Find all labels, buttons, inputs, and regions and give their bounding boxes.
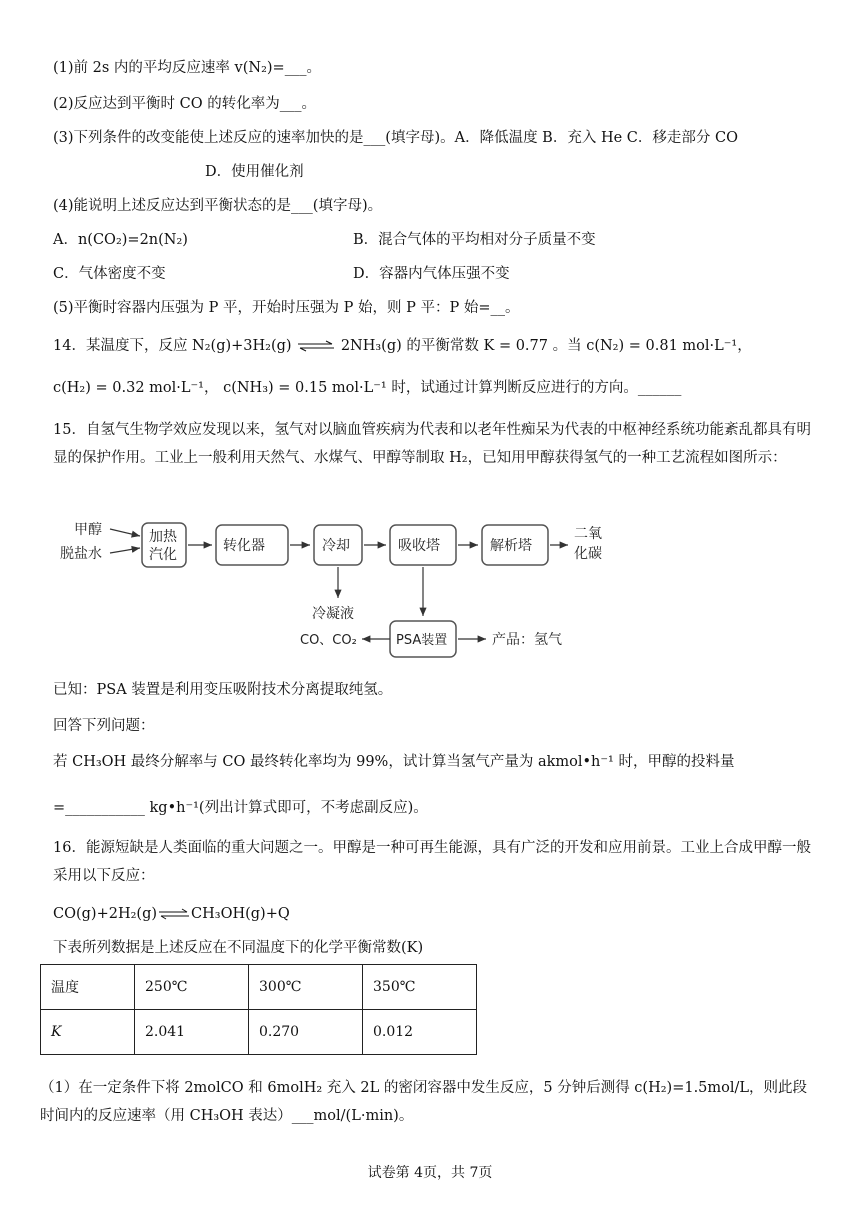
q16-intro: 16．能源短缺是人类面临的重大问题之一。甲醇是一种可再生能源，具有广泛的开发和应用前景。工业上合成甲醇一般采用以下反应： [53,840,811,884]
flow-product-hydrogen: 产品：氢气 [492,632,562,648]
q15-question: 若 CH₃OH 最终分解率与 CO 最终转化率均为 99%，试计算当氢气产量为 akmol•h⁻¹ 时，甲醇的投料量 [53,754,735,770]
q14-reaction-right: 2NH₃(g) 的平衡常数 K = 0.77 。当 c(N₂) = 0.81 mol·L⁻¹， [340,338,752,354]
q13-option-a: A．n(CO₂)=2n(N₂) [53,232,188,248]
table-cell: 250℃ [135,965,249,1010]
q16-reaction-left: CO(g)+2H₂(g) [53,906,158,922]
flow-output-co2: 二氧 [574,526,602,542]
table-cell: 0.270 [249,1010,363,1055]
equilibrium-arrow-icon [296,340,336,352]
svg-text:汽化: 汽化 [149,547,177,563]
process-flow-diagram [60,518,620,668]
svg-text:加热: 加热 [149,529,177,545]
q15-intro: 15．自氢气生物学效应发现以来，氢气对以脑血管疾病为代表和以老年性痴呆为代表的中枢神经系统功能紊乱都具有明显的保护作用。工业上一般利用天然气、水煤气、甲醇等制取 H₂，已知用甲醇获得氢气的一种工艺流程如图所示： [53,422,811,466]
q16-reaction [53,904,290,924]
svg-text:解析塔: 解析塔 [490,538,532,554]
table-cell: 0.012 [363,1010,477,1055]
flow-co-output: CO、CO₂ [300,633,357,648]
q14-reaction-left: 14．某温度下，反应 N₂(g)+3H₂(g) [53,338,292,354]
q13-part4: (4)能说明上述反应达到平衡状态的是___(填字母)。 [53,198,383,214]
q13-option-b: B．混合气体的平均相对分子质量不变 [353,232,596,248]
q13-part3: (3)下列条件的改变能使上述反应的速率加快的是___(填字母)。A．降低温度 B．充入 He C．移走部分 CO [53,130,738,146]
q15-question-cont: =___________ kg•h⁻¹(列出计算式即可，不考虑副反应)。 [53,800,428,816]
table-row [41,965,477,1010]
flow-input-methanol: 甲醇 [74,522,102,538]
q13-part2: (2)反应达到平衡时 CO 的转化率为___。 [53,96,316,112]
table-cell: 350℃ [363,965,477,1010]
q16-table-caption: 下表所列数据是上述反应在不同温度下的化学平衡常数(K) [53,940,424,956]
flow-input-water: 脱盐水 [60,546,102,562]
table-cell: 2.041 [135,1010,249,1055]
q13-part5: (5)平衡时容器内压强为 P 平，开始时压强为 P 始，则 P 平：P 始=__。 [53,300,520,316]
q16-reaction-right: CH₃OH(g)+Q [191,906,290,922]
q14-line1 [53,336,752,356]
q13-part1: (1)前 2s 内的平均反应速率 v(N₂)=___。 [53,60,321,76]
svg-text:转化器: 转化器 [223,538,265,554]
equilibrium-constant-table [40,964,477,1055]
q13-option-c: C．气体密度不变 [53,266,166,282]
table-row [41,1010,477,1055]
q13-part3-option-d: D．使用催化剂 [205,164,304,180]
q15-known: 已知：PSA 装置是利用变压吸附技术分离提取纯氢。 [53,682,393,698]
q13-option-d: D．容器内气体压强不变 [353,266,510,282]
q15-answer-prompt: 回答下列问题： [53,718,155,734]
flow-condensate: 冷凝液 [312,606,354,622]
svg-text:冷却: 冷却 [322,538,350,554]
table-cell: 300℃ [249,965,363,1010]
q14-line2: c(H₂) = 0.32 mol·L⁻¹， c(NH₃) = 0.15 mol·L⁻¹ 时，试通过计算判断反应进行的方向。______ [53,380,682,396]
svg-text:化碳: 化碳 [574,546,602,562]
table-cell: 温度 [41,965,135,1010]
table-cell: K [41,1010,135,1055]
q16-question1: （1）在一定条件下将 2molCO 和 6molH₂ 充入 2L 的密闭容器中发生反应，5 分钟后测得 c(H₂)=1.5mol/L，则此段时间内的反应速率（用 CH₃OH 表达）___mol/(L·min)。 [40,1080,808,1124]
equilibrium-arrow-icon [157,908,191,920]
svg-text:吸收塔: 吸收塔 [398,538,440,554]
page-footer: 试卷第 4页，共 7页 [367,1165,493,1181]
svg-text:PSA装置: PSA装置 [396,633,448,648]
